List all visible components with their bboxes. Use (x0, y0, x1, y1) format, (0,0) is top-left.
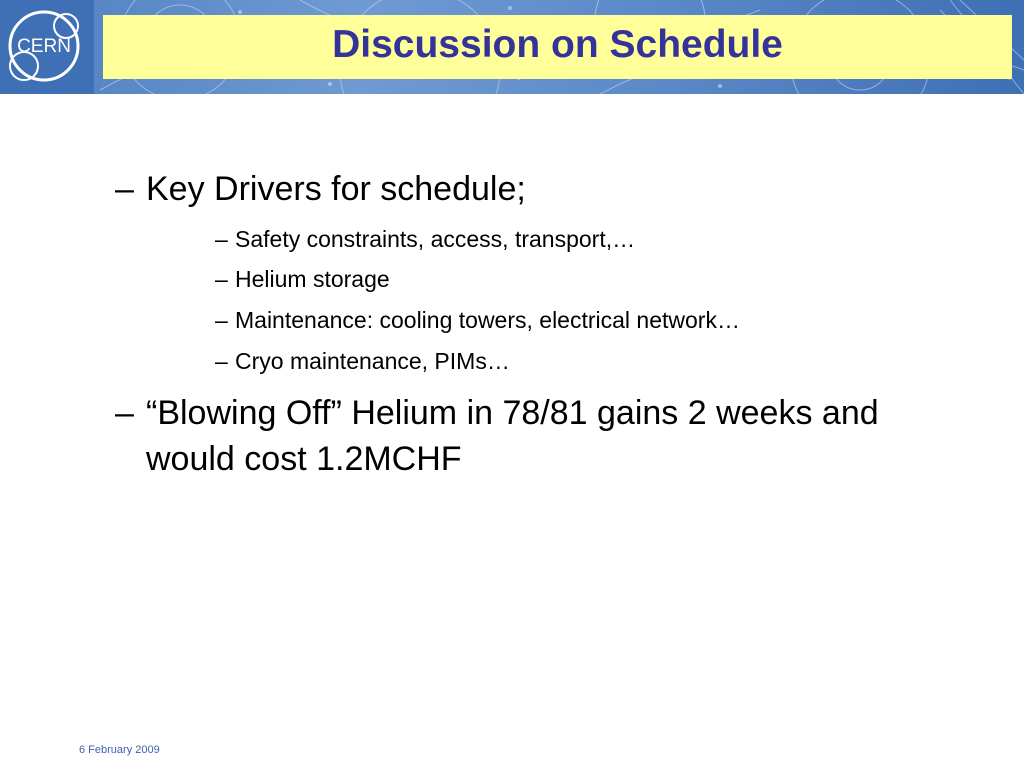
bullet-text: Maintenance: cooling towers, electrical network… (235, 307, 740, 333)
sub-bullet-safety (215, 224, 975, 254)
sub-bullet-maintenance (215, 305, 975, 335)
bullet-marker: – (215, 226, 228, 252)
bullet-key-drivers (115, 166, 975, 212)
bullet-text: Safety constraints, access, transport,… (235, 226, 636, 252)
bullet-marker: – (115, 170, 134, 208)
bullet-marker: – (215, 348, 228, 374)
slide-title: Discussion on Schedule (332, 23, 783, 66)
sub-bullet-cryo (215, 346, 975, 376)
bullet-marker: – (215, 266, 228, 292)
sub-bullet-helium-storage (215, 264, 975, 294)
bullet-text: “Blowing Off” Helium in 78/81 gains 2 weeks and would cost 1.2MCHF (146, 394, 879, 478)
bullet-marker: – (215, 307, 228, 333)
bullet-marker: – (115, 394, 134, 432)
bullet-text: Key Drivers for schedule; (146, 170, 526, 208)
bullet-text: Helium storage (235, 266, 390, 292)
footer-date: 6 February 2009 (79, 744, 160, 756)
cern-logo-text: CERN (17, 36, 71, 57)
bullet-blowing-off (115, 390, 945, 482)
bullet-text: Cryo maintenance, PIMs… (235, 348, 510, 374)
